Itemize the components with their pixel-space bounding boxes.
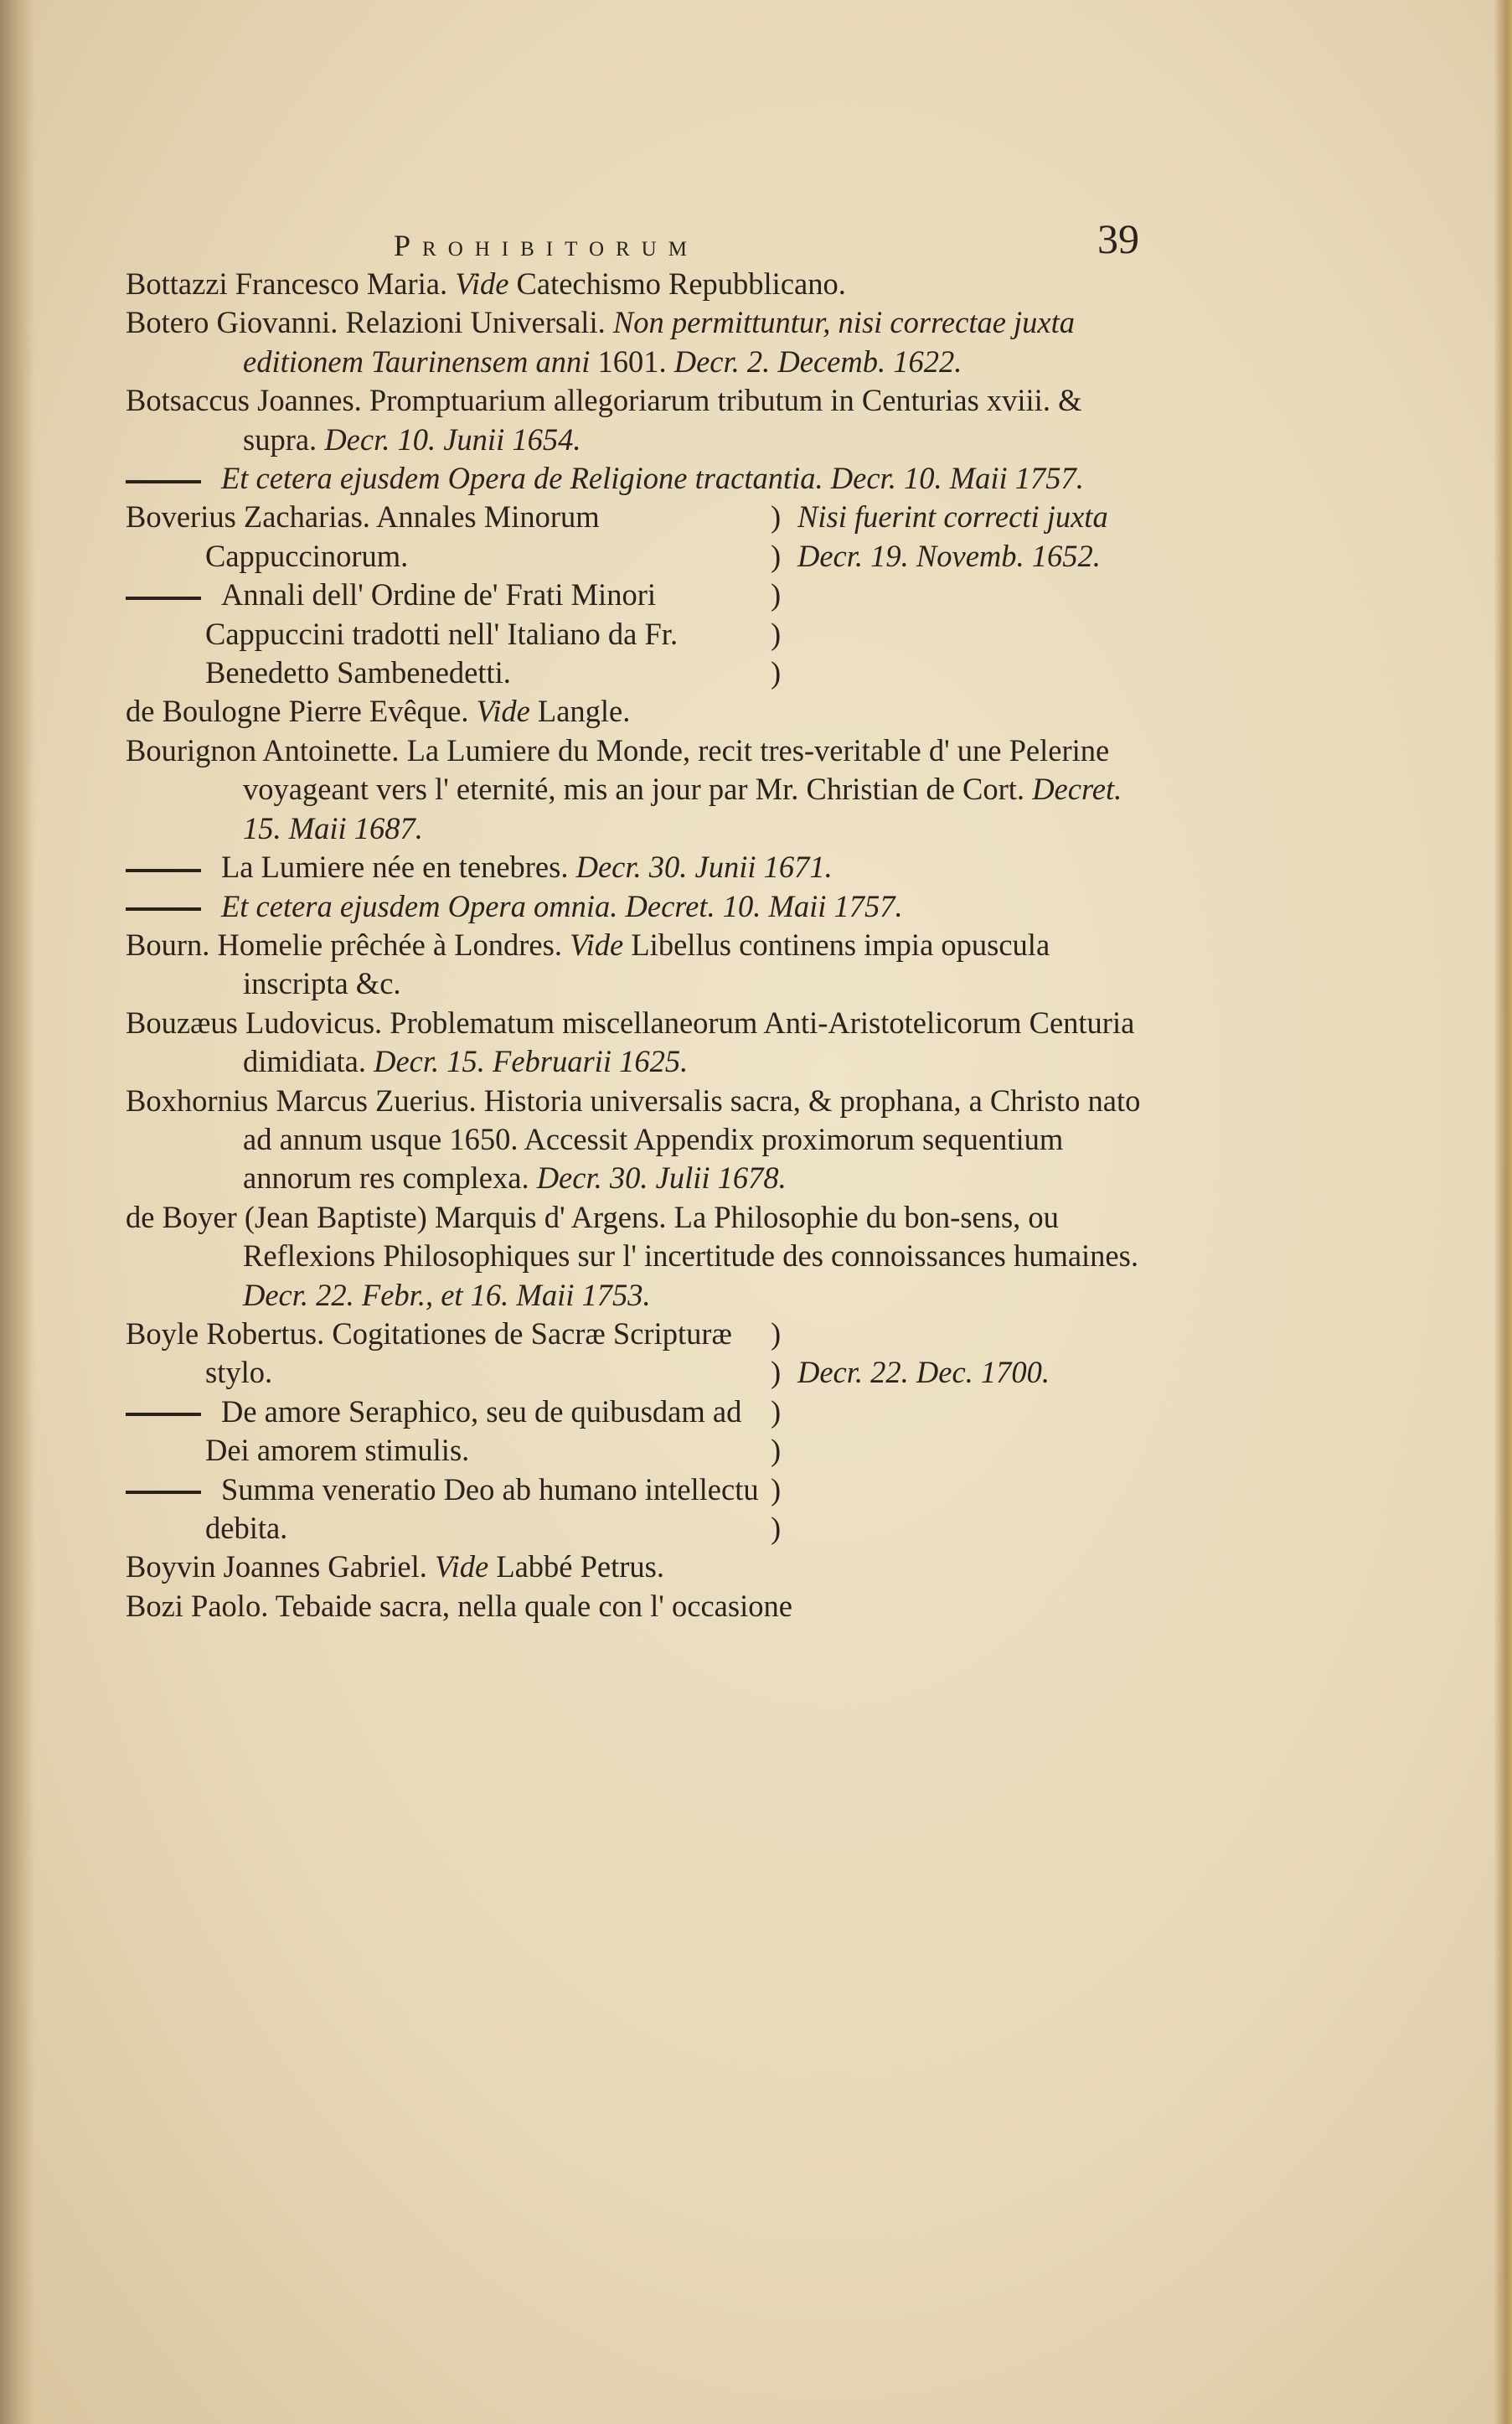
entry-group-boyle [126,1315,1156,1548]
entry-bourignon-cetera: Et cetera ejusdem Opera omnia. Decret. 10. Maii 1757. [126,887,1156,926]
ditto-dash [126,907,201,911]
entry-botsaccus: Botsaccus Joannes. Promptuarium allegoriarum tributum in Centurias xviii. & supra. Decr. 10. Junii 1654. [126,383,1082,457]
entry-bottazzi: Bottazzi Francesco Maria. Vide Catechismo Repubblicano. [126,266,846,301]
entry-boulogne: de Boulogne Pierre Evêque. Vide Langle. [126,694,631,729]
entry-boyle-cogitationes: Boyle Robertus. Cogitationes de Sacræ Scripturæ stylo. [126,1315,732,1390]
running-head [126,215,1156,265]
entry-boxhornius: Boxhornius Marcus Zuerius. Historia universalis sacra, & prophana, a Christo nato ad annum usque 1650. Accessit Appendix proximorum sequentium annorum res complexa. Decr. 30. Julii 1678. [126,1083,1141,1196]
entry-boyle-summa: Summa veneratio Deo ab humano intellectu debita. [126,1470,771,1548]
decree-note: Nisi fuerint correcti juxta Decr. 19. Novemb. 1652. [797,499,1108,573]
binding-gutter [0,0,35,2424]
entry-bourn: Bourn. Homelie prêchée à Londres. Vide Libellus continens impia opuscula inscripta &c. [126,927,1050,1001]
running-title: Prohibitorum [394,229,699,262]
ditto-dash [126,597,201,600]
decree-note: Decr. 22. Dec. 1700. [797,1354,1050,1389]
entry-bozi: Bozi Paolo. Tebaide sacra, nella quale con l' occasione [126,1588,792,1623]
entry-bourignon-lumiere: La Lumiere née en tenebres. Decr. 30. Junii 1671. [126,848,1156,886]
entry-boyle-amore: De amore Seraphico, seu de quibusdam ad Dei amorem stimulis. [126,1393,771,1470]
page-number: 39 [1097,215,1139,262]
entry-boyer: de Boyer (Jean Baptiste) Marquis d' Argens. La Philosophie du bon-sens, ou Reflexions Philosophiques sur l' incertitude des connoissances humaines. Decr. 22. Febr., et 16. Maii 1753. [126,1199,1138,1312]
entry-boverius-annali: Annali dell' Ordine de' Frati Minori Cappuccini tradotti nell' Italiano da Fr. Benedetto Sambenedetti. [126,576,771,692]
entry-group-boverius [126,498,1156,692]
entry-boverius-annales: Boverius Zacharias. Annales Minorum Cappuccinorum. [126,499,600,573]
ditto-dash [126,869,201,872]
entry-boyvin: Boyvin Joannes Gabriel. Vide Labbé Petrus. [126,1549,665,1584]
entry-bourignon: Bourignon Antoinette. La Lumiere du Monde, recit tres-veritable d' une Pelerine voyageant vers l' eternité, mis an jour par Mr. Christian de Cort. Decret. 15. Maii 1687. [126,732,1122,845]
ditto-dash [126,1413,201,1416]
page-edge [1494,0,1512,2424]
ditto-dash [126,480,201,483]
entry-botsaccus-cetera: Et cetera ejusdem Opera de Religione tractantia. Decr. 10. Maii 1757. [126,459,1156,498]
entry-bouzaeus: Bouzæus Ludovicus. Problematum miscellaneorum Anti-Aristotelicorum Centuria dimidiata. Decr. 15. Februarii 1625. [126,1005,1135,1079]
ditto-dash [126,1491,201,1494]
entry-botero: Botero Giovanni. Relazioni Universali. Non permittuntur, nisi correctae juxta editionem Taurinensem anni 1601. Decr. 2. Decemb. 1622. [126,305,1076,379]
brace: ) ) ) ) ) ) [771,1315,782,1545]
page-text [126,215,1156,1625]
brace: ) ) ) ) ) [771,499,782,690]
